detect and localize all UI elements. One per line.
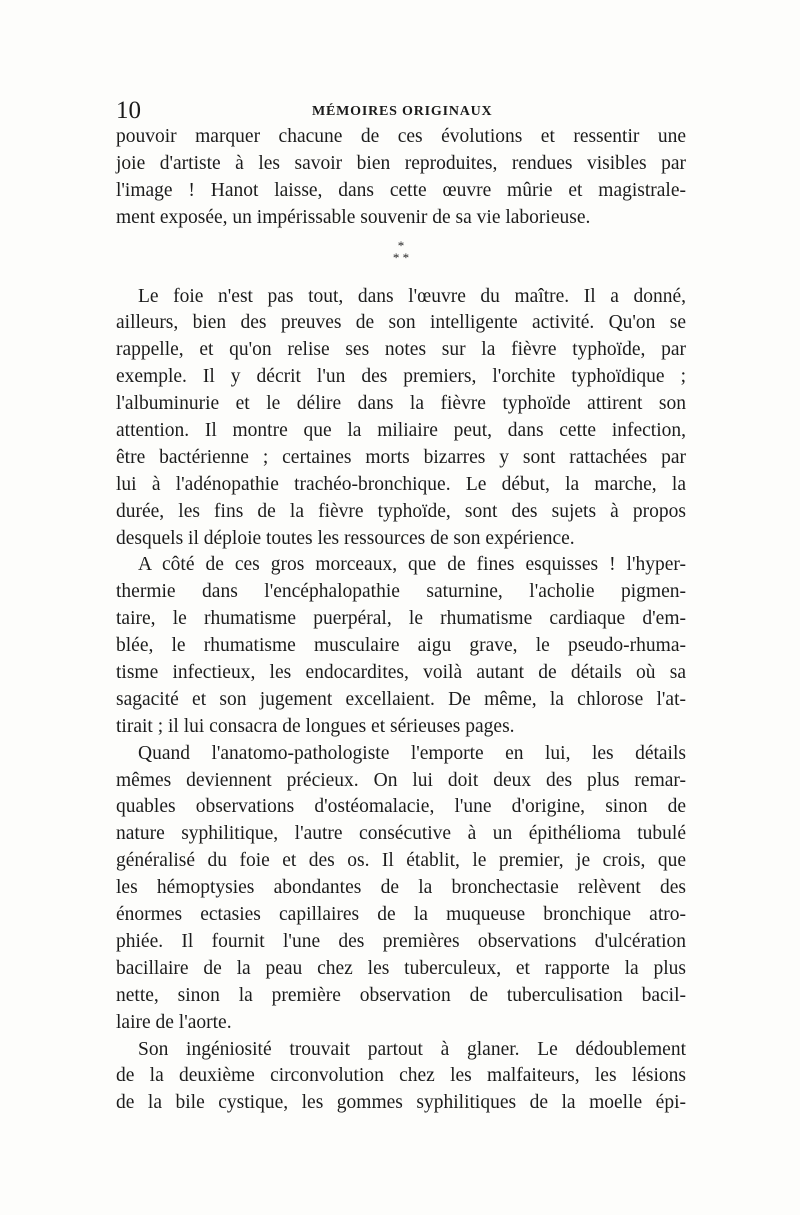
text-line: ment exposée, un impérissable souvenir de sa vie laborieuse. [116, 206, 591, 228]
paragraph [116, 1037, 686, 1118]
text-line: Quand l'anatomo-pathologiste l'emporte en lui, les détails [138, 742, 686, 764]
text-line: laire de l'aorte. [116, 1011, 232, 1033]
text-line: phiée. Il fournit l'une des premières observations d'ulcération [116, 930, 686, 952]
text-line: nette, sinon la première observation de tuberculisation bacil- [116, 984, 686, 1006]
text-line: bacillaire de la peau chez les tuberculeux, et rapporte la plus [116, 957, 686, 979]
text-line: mêmes deviennent précieux. On lui doit deux des plus remar- [116, 769, 686, 791]
text-line: tisme infectieux, les endocardites, voilà autant de détails où sa [116, 662, 686, 684]
asterism-bottom: * * [392, 249, 410, 265]
section-separator [116, 232, 686, 284]
text-line: Le foie n'est pas tout, dans l'œuvre du maître. Il a donné, [138, 285, 686, 307]
text-line: thermie dans l'encéphalopathie saturnine, l'acholie pigmen- [116, 581, 686, 603]
page-header [116, 96, 686, 126]
text-line: généralisé du foie et des os. Il établit, le premier, je crois, que [116, 850, 686, 872]
running-title: MÉMOIRES ORIGINAUX [312, 104, 493, 119]
text-line: attention. Il montre que la miliaire peut, dans cette infection, [116, 420, 686, 442]
text-line: l'albuminurie et le délire dans la fièvre typhoïde attirent son [116, 393, 686, 415]
paragraph [116, 741, 686, 1037]
page-number: 10 [116, 97, 141, 124]
text-line: A côté de ces gros morceaux, que de fines esquisses ! l'hyper- [138, 554, 686, 576]
body-text [116, 124, 686, 1117]
paragraph [116, 284, 686, 553]
paragraph [116, 552, 686, 740]
text-line: desquels il déploie toutes les ressources de son expérience. [116, 527, 575, 549]
text-line: tirait ; il lui consacra de longues et sérieuses pages. [116, 715, 515, 737]
text-line: quables observations d'ostéomalacie, l'une d'origine, sinon de [116, 796, 686, 818]
text-line: taire, le rhumatisme puerpéral, le rhumatisme cardiaque d'em- [116, 608, 686, 630]
text-line: blée, le rhumatisme musculaire aigu grave, le pseudo-rhuma- [116, 635, 686, 657]
text-line: Son ingéniosité trouvait partout à glaner. Le dédoublement [138, 1038, 686, 1060]
text-line: durée, les fins de la fièvre typhoïde, sont des sujets à propos [116, 500, 686, 522]
text-line: rappelle, et qu'on relise ses notes sur la fièvre typhoïde, par [116, 339, 686, 361]
text-line: ailleurs, bien des preuves de son intelligente activité. Qu'on se [116, 312, 686, 334]
text-line: les hémoptysies abondantes de la bronchectasie relèvent des [116, 877, 686, 899]
text-line: pouvoir marquer chacune de ces évolutions et ressentir une [116, 126, 686, 147]
text-line: énormes ectasies capillaires de la muqueuse bronchique atro- [116, 904, 686, 926]
text-line: joie d'artiste à les savoir bien reproduites, rendues visibles par [116, 152, 686, 174]
text-line: de la bile cystique, les gommes syphilitiques de la moelle épi- [116, 1092, 686, 1114]
text-line: être bactérienne ; certaines morts bizarres y sont rattachées par [116, 446, 686, 468]
asterism-top: * [397, 237, 405, 253]
text-line: sagacité et son jugement excellaient. De même, la chlorose l'at- [116, 688, 686, 710]
paragraph [116, 124, 686, 232]
asterism [116, 237, 686, 265]
text-line: de la deuxième circonvolution chez les malfaiteurs, les lésions [116, 1065, 686, 1087]
text-line: l'image ! Hanot laisse, dans cette œuvre mûrie et magistrale- [116, 179, 686, 201]
text-line: nature syphilitique, l'autre consécutive à un épithélioma tubulé [116, 823, 686, 845]
text-line: exemple. Il y décrit l'un des premiers, l'orchite typhoïdique ; [116, 366, 686, 388]
text-line: lui à l'adénopathie trachéo-bronchique. Le début, la marche, la [116, 473, 686, 495]
